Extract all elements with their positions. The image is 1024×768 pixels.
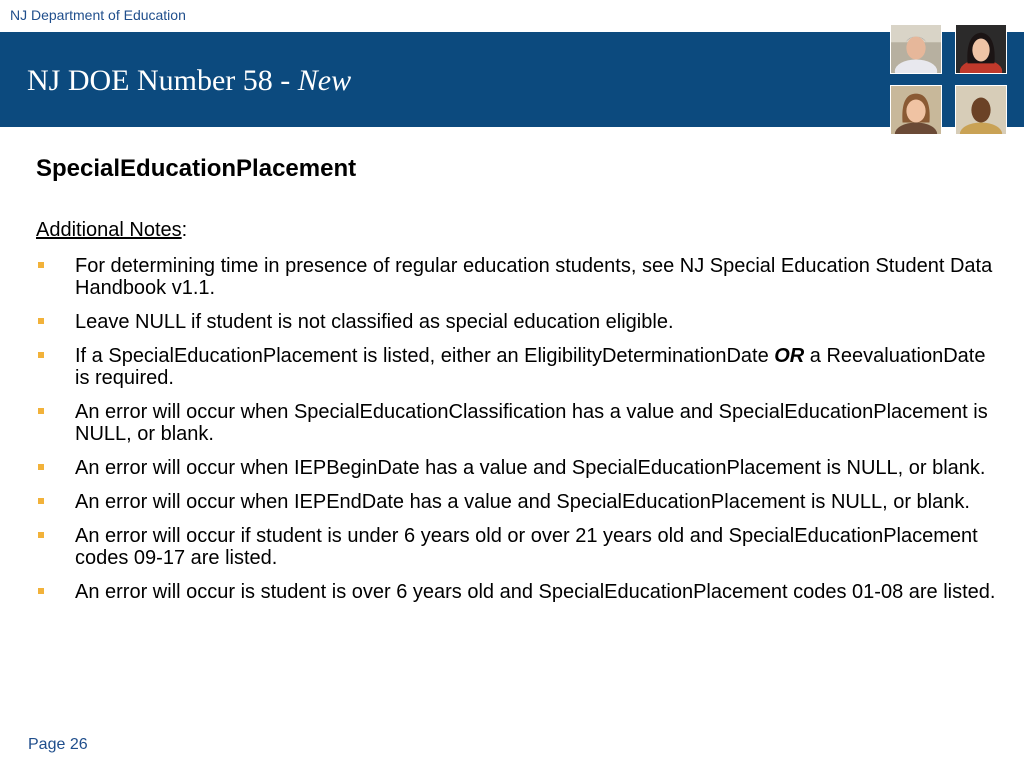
- note-text: If a SpecialEducationPlacement is listed, either an EligibilityDeterminationDate: [75, 345, 775, 367]
- person-photo-1: [890, 24, 942, 74]
- bullet-square-icon: [38, 352, 44, 358]
- slide-title: [27, 64, 351, 98]
- person-photo-2: [955, 24, 1007, 74]
- note-item: [36, 457, 996, 479]
- slide-title-main: NJ DOE Number 58 -: [27, 64, 298, 97]
- note-text: An error will occur when SpecialEducationClassification has a value and SpecialEducationPlacement is NULL, or blank.: [75, 401, 988, 445]
- note-text: a ReevaluationDate is required.: [75, 345, 986, 389]
- note-item: [36, 345, 996, 389]
- bullet-square-icon: [38, 588, 44, 594]
- note-text: An error will occur when IEPEndDate has a value and SpecialEducationPlacement is NULL, or blank.: [75, 491, 970, 513]
- bullet-square-icon: [38, 532, 44, 538]
- bullet-square-icon: [38, 498, 44, 504]
- additional-notes-text: Additional Notes: [36, 219, 182, 241]
- note-text: Leave NULL if student is not classified as special education eligible.: [75, 311, 674, 333]
- note-item: [36, 401, 996, 445]
- additional-notes-label: [36, 219, 187, 242]
- bullet-square-icon: [38, 408, 44, 414]
- person-photo-3: [890, 85, 942, 135]
- note-item: [36, 311, 996, 333]
- section-heading: SpecialEducationPlacement: [36, 155, 357, 182]
- note-emphasis: OR: [774, 345, 805, 367]
- person-photo-4: [955, 85, 1007, 135]
- page-number: Page 26: [28, 736, 88, 753]
- note-text: An error will occur is student is over 6 years old and SpecialEducationPlacement codes 01-08 are listed.: [75, 581, 996, 603]
- bullet-square-icon: [38, 318, 44, 324]
- note-item: [36, 525, 996, 569]
- org-label: NJ Department of Education: [10, 7, 186, 23]
- note-item: [36, 255, 996, 299]
- note-text: For determining time in presence of regular education students, see NJ Special Education Student Data Handbook v1.1.: [75, 255, 993, 299]
- bullet-square-icon: [38, 464, 44, 470]
- additional-notes-colon: :: [181, 219, 188, 241]
- note-item: [36, 491, 996, 513]
- note-text: An error will occur if student is under 6 years old or over 21 years old and SpecialEducationPlacement codes 09-17 are listed.: [75, 525, 978, 569]
- note-text: An error will occur when IEPBeginDate has a value and SpecialEducationPlacement is NULL, or blank.: [75, 457, 986, 479]
- note-item: [36, 581, 996, 603]
- notes-list: [36, 255, 996, 615]
- slide-title-emphasis: New: [297, 64, 352, 97]
- bullet-square-icon: [38, 262, 44, 268]
